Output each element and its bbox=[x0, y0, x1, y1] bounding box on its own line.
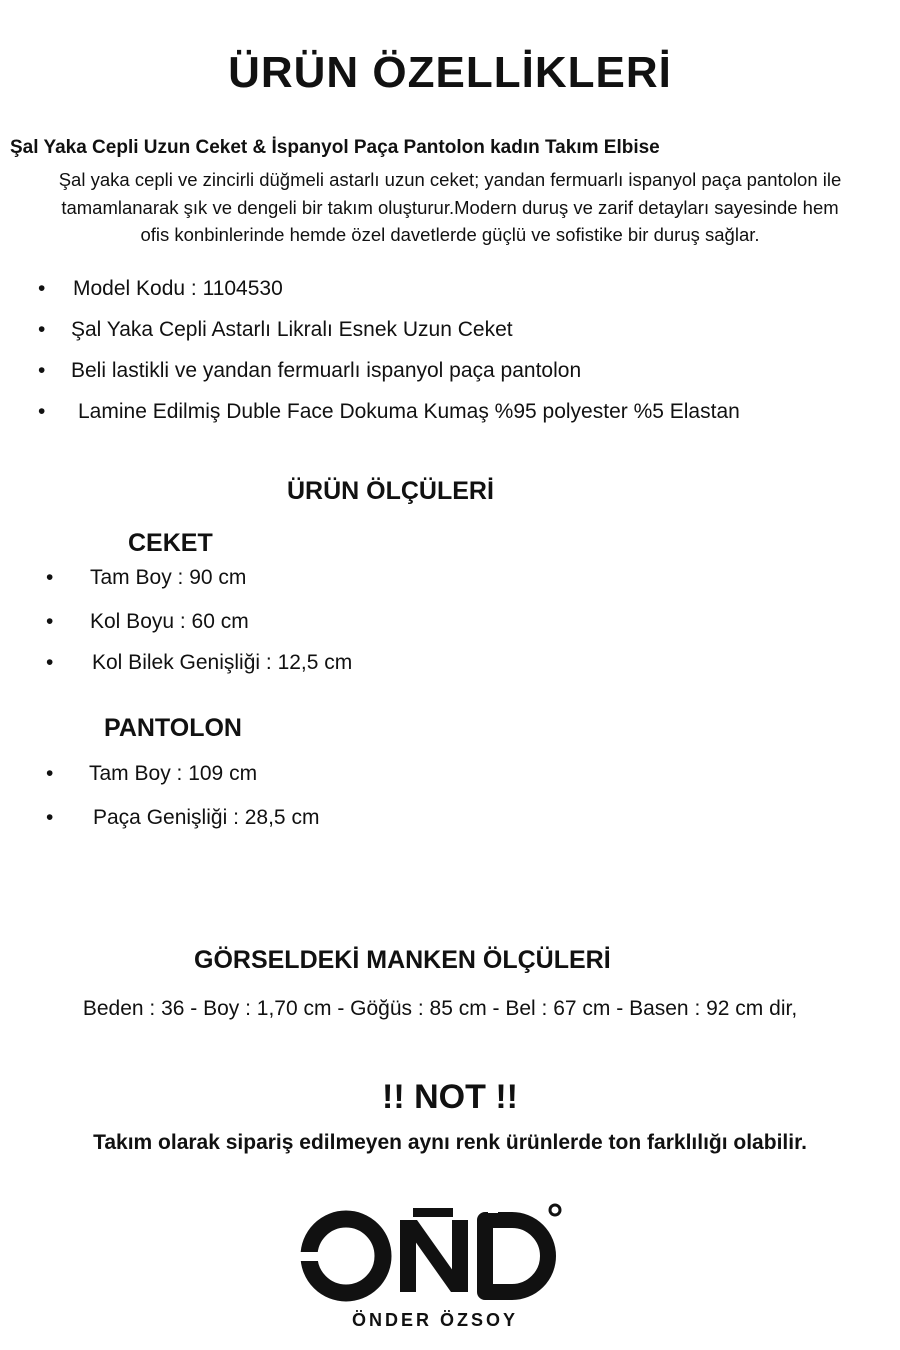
model-measurements-title: GÖRSELDEKİ MANKEN ÖLÇÜLERİ bbox=[194, 946, 611, 974]
bullet-icon: • bbox=[46, 806, 54, 829]
measurement-text: Paça Genişliği : 28,5 cm bbox=[93, 806, 320, 829]
jacket-heading: CEKET bbox=[128, 529, 213, 557]
feature-text: Şal Yaka Cepli Astarlı Likralı Esnek Uzun Ceket bbox=[71, 318, 513, 341]
bullet-icon: • bbox=[46, 762, 54, 785]
bullet-icon: • bbox=[38, 318, 46, 341]
bullet-icon: • bbox=[46, 610, 54, 633]
measurement-text: Tam Boy : 90 cm bbox=[90, 566, 247, 589]
measurement-text: Tam Boy : 109 cm bbox=[89, 762, 258, 785]
note-text: Takım olarak sipariş edilmeyen aynı renk ürünlerde ton farklılığı olabilir. bbox=[93, 1131, 807, 1154]
measurement-text: Kol Boyu : 60 cm bbox=[90, 610, 249, 633]
description-line: tamamlanarak şık ve dengeli bir takım oluşturur.Modern duruş ve zarif detayları sayesinde hem bbox=[61, 196, 839, 218]
bullet-icon: • bbox=[46, 566, 54, 589]
measurements-title: ÜRÜN ÖLÇÜLERİ bbox=[287, 477, 494, 505]
bullet-icon: • bbox=[38, 359, 46, 382]
pants-heading: PANTOLON bbox=[104, 714, 242, 742]
brand-name: ÖNDER ÖZSOY bbox=[351, 1310, 518, 1330]
page-title: ÜRÜN ÖZELLİKLERİ bbox=[228, 48, 672, 97]
description-line: ofis konbinlerinde hemde özel davetlerde güçlü ve sofistike bir duruş sağlar. bbox=[140, 224, 760, 245]
product-title: Şal Yaka Cepli Uzun Ceket & İspanyol Paça Pantolon kadın Takım Elbise bbox=[10, 137, 660, 158]
feature-text: Lamine Edilmiş Duble Face Dokuma Kumaş %95 polyester %5 Elastan bbox=[78, 400, 740, 423]
feature-text: Model Kodu : 1104530 bbox=[73, 277, 283, 300]
bullet-icon: • bbox=[38, 400, 46, 423]
feature-text: Beli lastikli ve yandan fermuarlı ispanyol paça pantolon bbox=[71, 359, 582, 382]
note-title: !! NOT !! bbox=[382, 1078, 518, 1116]
product-description bbox=[0, 166, 900, 249]
bullet-icon: • bbox=[46, 651, 54, 674]
model-measurements-text: Beden : 36 - Boy : 1,70 cm - Göğüs : 85 cm - Bel : 67 cm - Basen : 92 cm dir, bbox=[82, 997, 798, 1020]
measurement-text: Kol Bilek Genişliği : 12,5 cm bbox=[92, 651, 353, 674]
description-line: Şal yaka cepli ve zincirli düğmeli astarlı uzun ceket; yandan fermuarlı ispanyol paça pantolon ile bbox=[58, 169, 842, 190]
bullet-icon: • bbox=[38, 277, 46, 300]
